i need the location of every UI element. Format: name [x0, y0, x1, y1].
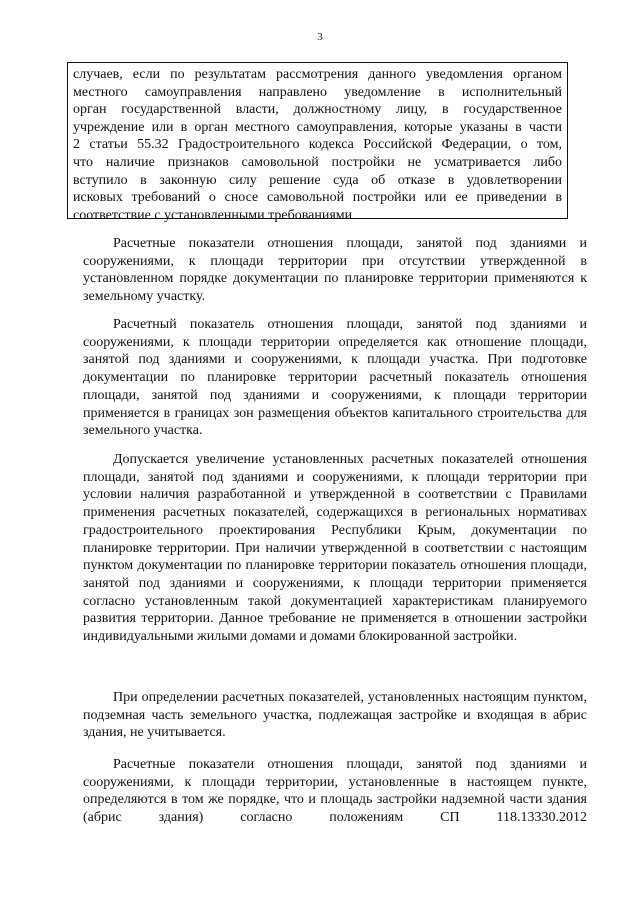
boxed-text-line: вступило в законную силу решение суда об отказе в удовлетворении	[73, 172, 562, 188]
paragraph: Расчетные показатели отношения площади, занятой под зданиями и сооружениями, к площади территории при отсутствии утвержденной в установленном порядке документации по планировке территории применяются к земельному участку.	[83, 236, 587, 305]
page-number: 3	[317, 31, 323, 43]
boxed-text-line: соответствие с установленными требованиями	[73, 207, 353, 223]
paragraph: Допускается увеличение установленных расчетных показателей отношения площади, занятой под зданиями и сооружениями, к площади территории при условии наличия разработанной и утвержденной в соответствии с Правилами применения расчетных показателей, содержащихся в региональных нормативах градостроительного проектирования Республики Крым, документации по планировке территории. При наличии утвержденной в соответствии с настоящим пунктом документации по планировке территории показатель отношения площади, занятой под зданиями и сооружениями, к площади территории применяется согласно установленным такой документацией характеристикам планируемого развития территории. Данное требование не применяется в отношении застройки индивидуальными жилыми домами и домами блокированной застройки.	[83, 452, 587, 645]
paragraph: При определении расчетных показателей, установленных настоящим пунктом, подземная часть земельного участка, подлежащая застройке и входящая в абрис здания, не учитывается.	[83, 690, 587, 741]
boxed-text-line: местного самоуправления направлено уведомление в исполнительный	[73, 84, 562, 100]
boxed-text-line: орган государственной власти, должностному лицу, в государственное	[73, 102, 562, 118]
boxed-text-block	[67, 62, 568, 223]
paragraph: Расчетные показатели отношения площади, занятой под зданиями и сооружениями, к площади территории, установленные в настоящем пункте, определяются в том же порядке, что и площадь застройки надземной части здания (абрис здания) согласно положениям СП 118.13330.2012	[83, 757, 587, 826]
boxed-text-line: что наличие признаков самовольной постройки не усматривается либо	[73, 154, 562, 170]
boxed-text-line: случаев, если по результатам рассмотрения данного уведомления органом	[73, 67, 562, 82]
paragraph: Расчетный показатель отношения площади, занятой под зданиями и сооружениями, к площади территории определяется как отношение площади, занятой под зданиями и сооружениями, к площади участка. При подготовке документации по планировке территории расчетный показатель отношения площади, занятой под зданиями и сооружениями, к площади территории применяется в границах зон размещения объектов капитального строительства для земельного участка.	[83, 317, 587, 439]
boxed-text-line: 2 статьи 55.32 Градостроительного кодекса Российской Федерации, о том,	[73, 137, 562, 153]
boxed-text-line: исковых требований о сносе самовольной постройки или ее приведении в	[73, 190, 562, 206]
boxed-text-line: учреждение или в орган местного самоуправления, которые указаны в части	[73, 119, 562, 135]
